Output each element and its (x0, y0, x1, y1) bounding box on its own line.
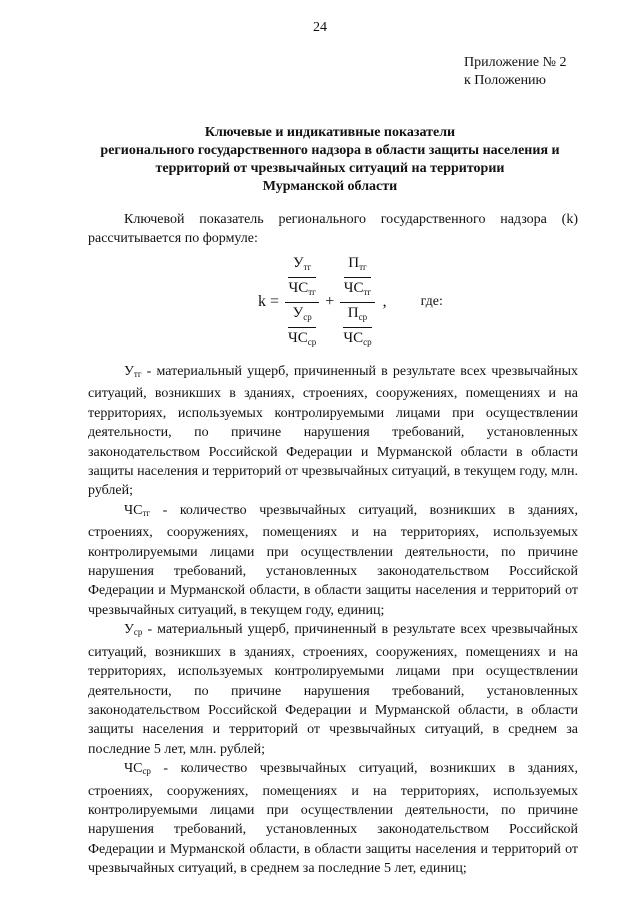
formula (258, 252, 443, 352)
term-2-lower-fraction (340, 304, 374, 351)
definition-chs-tg (88, 501, 578, 620)
definition-chs-sr (88, 759, 578, 878)
formula-plus: + (325, 293, 335, 310)
heading-line-4: Мурманской области (262, 179, 398, 194)
term-1-upper-numerator: $У_{тг}$ (293, 254, 312, 272)
definition-text: - материальный ущерб, причиненный в результате всех чрезвычайных ситуаций, возникших в зданиях, строениях, сооружениях, помещениях и на территориях, используемых контролируемыми лицами при осуществлении деятельности, по причине нарушения требований, установленных законодательством Российской Федерации и Мурманской области в области защиты населения и территорий от чрезвычайных ситуаций, в текущем году, млн. рублей; (88, 364, 578, 499)
appendix-line-2: к Положению (464, 73, 547, 88)
appendix-label (464, 54, 567, 90)
term-1-lower-numerator: $У_{ср}$ (292, 304, 312, 322)
term-1-lower-fraction (285, 304, 319, 351)
definition-symbol: ЧС (124, 502, 143, 518)
term-2-upper-numerator: $П_{тг}$ (348, 254, 367, 272)
definition-u-sr (88, 620, 578, 759)
formula-term-1 (285, 254, 319, 351)
definition-symbol: У (124, 622, 134, 638)
heading-line-2: регионального государственного надзора в области защиты населения и (100, 143, 560, 158)
definition-u-tg (88, 362, 578, 501)
definition-subscript: ср (142, 766, 151, 777)
term-2-lower-numerator: $П_{ср}$ (347, 304, 368, 322)
term-2-main-bar (340, 302, 374, 303)
definitions-list (88, 362, 578, 879)
definition-symbol: ЧС (124, 761, 143, 777)
formula-term-2 (340, 254, 374, 351)
definition-subscript: тг (142, 507, 151, 518)
formula-lhs: k = (258, 293, 280, 310)
heading-line-3: территорий от чрезвычайных ситуаций на территории (155, 161, 505, 176)
formula-comma: , (382, 293, 387, 310)
term-2-upper-denominator: $ЧС_{тг}$ (343, 279, 372, 297)
formula-where-label: где: (420, 294, 443, 309)
heading-line-1: Ключевые и индикативные показатели (204, 125, 456, 140)
definition-subscript: ср (133, 627, 143, 638)
appendix-line-1: Приложение № 2 (464, 55, 567, 70)
page-number: 24 (313, 20, 327, 35)
definition-subscript: тг (133, 369, 142, 379)
document-heading (80, 124, 580, 196)
term-1-lower-denominator: $ЧС_{ср}$ (288, 329, 317, 347)
definition-symbol: У (124, 364, 134, 379)
term-2-lower-denominator: $ЧС_{ср}$ (343, 329, 372, 347)
intro-paragraph: Ключевой показатель регионального государственного надзора (k) рассчитывается по формуле: (88, 212, 578, 246)
term-1-upper-denominator: $ЧС_{тг}$ (288, 279, 316, 297)
definition-text: - количество чрезвычайных ситуаций, возникших в зданиях, строениях, сооружениях, помещениях и на территориях, используемых контролируемыми лицами при осуществлении деятельности, по причине нарушения требований, установленных законодательством Российской Федерации и Мурманской области, в области защиты населения и территорий от чрезвычайных ситуаций, в текущем году, единиц; (88, 502, 578, 618)
term-2-upper-fraction (341, 254, 374, 301)
term-1-main-bar (285, 302, 319, 303)
definition-text: - количество чрезвычайных ситуаций, возникших в зданиях, строениях, сооружениях, помещениях и на территориях, используемых контролируемыми лицами при осуществлении деятельности, по причине нарушения требований, установленных законодательством Российской Федерации и Мурманской области, в области защиты населения и территорий от чрезвычайных ситуаций, в среднем за последние 5 лет, единиц; (88, 761, 578, 877)
definition-text: - материальный ущерб, причиненный в результате всех чрезвычайных ситуаций, возникших в зданиях, строениях, сооружениях, помещениях и на территориях, используемых контролируемыми лицами при осуществлении деятельности, по причине нарушения требований, установленных законодательством Российской Федерации и Мурманской области, в области защиты населения и территорий от чрезвычайных ситуаций, в среднем за последние 5 лет, млн. рублей; (88, 622, 578, 757)
term-1-upper-fraction (285, 254, 318, 301)
